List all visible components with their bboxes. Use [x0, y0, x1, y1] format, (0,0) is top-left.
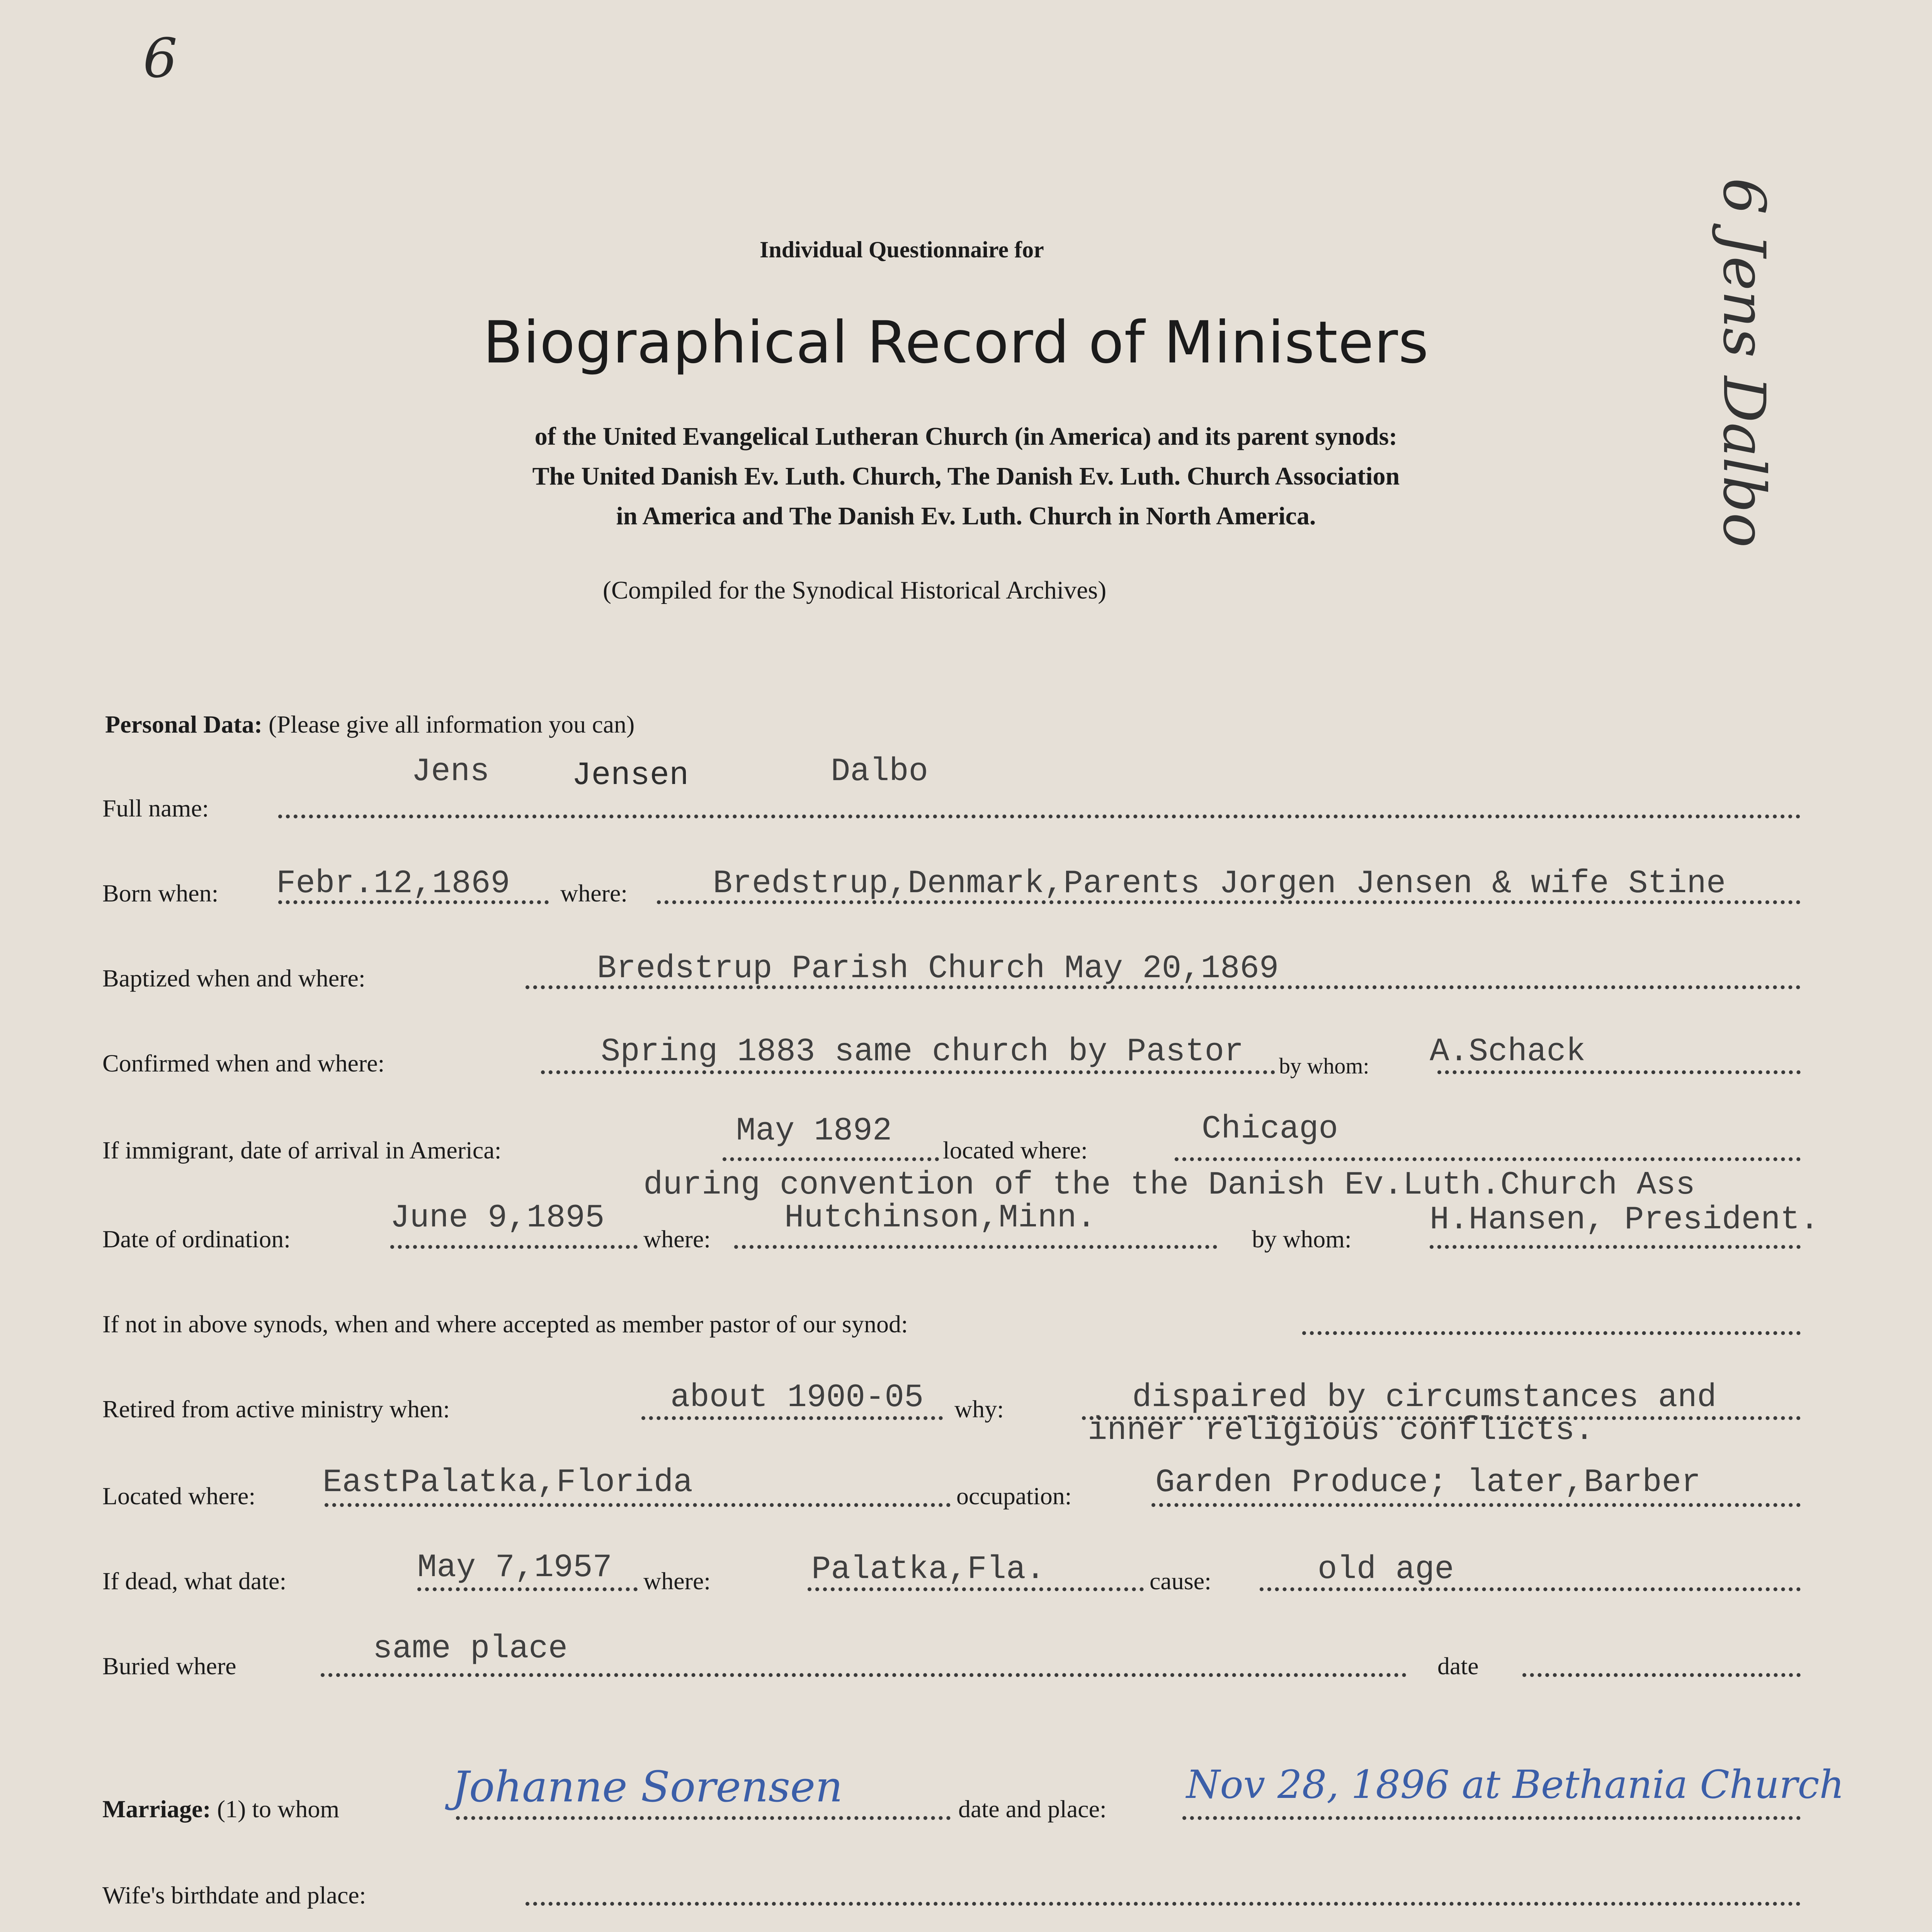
- born-where-value: Bredstrup,Denmark,Parents Jorgen Jensen & wife Stine: [713, 866, 1726, 902]
- ordination-where-line: [734, 1245, 1217, 1249]
- dead-where-line: [808, 1587, 1144, 1591]
- not-in-synods-line: [1302, 1331, 1801, 1335]
- dead-date-line: [417, 1587, 638, 1591]
- born-date-line: [278, 900, 549, 904]
- ordination-label: Date of ordination:: [102, 1225, 291, 1253]
- located-where-line: [325, 1503, 951, 1507]
- confirmed-line: [541, 1070, 1275, 1074]
- wife-name-value: Johanne Sorensen: [452, 1762, 843, 1811]
- immigrant-date-value: May 1892: [736, 1113, 892, 1150]
- dead-label: If dead, what date:: [102, 1567, 287, 1595]
- pre-title: Individual Questionnaire for: [760, 237, 1044, 262]
- first-name-value: Jens: [412, 753, 490, 790]
- occupation-label: occupation:: [956, 1482, 1072, 1510]
- born-where-label: where:: [560, 879, 628, 907]
- ordination-note-value: during convention of the the Danish Ev.Luth.Church Ass: [643, 1167, 1696, 1204]
- to-whom-label: (1) to whom: [217, 1795, 340, 1823]
- ordination-by-line: [1430, 1245, 1801, 1249]
- side-note: 6 Jens Dalbo: [1710, 178, 1777, 548]
- confirmed-label: Confirmed when and where:: [102, 1049, 385, 1077]
- baptized-line: [526, 985, 1801, 989]
- located-label: located where:: [943, 1136, 1088, 1164]
- dead-date-value: May 7,1957: [417, 1549, 612, 1586]
- wife-birth-label: Wife's birthdate and place:: [102, 1881, 366, 1909]
- last-name-value: Dalbo: [831, 753, 929, 790]
- cause-line: [1260, 1587, 1801, 1591]
- page-title: Biographical Record of Ministers: [483, 309, 1429, 376]
- dead-where-label: where:: [643, 1567, 711, 1595]
- confirmed-by-label: by whom:: [1279, 1053, 1369, 1078]
- retired-label: Retired from active ministry when:: [102, 1395, 450, 1423]
- ordination-where-label: where:: [643, 1225, 711, 1253]
- compiled-note: (Compiled for the Synodical Historical Archives): [603, 576, 1107, 604]
- dead-where-value: Palatka,Fla.: [811, 1551, 1045, 1588]
- retired-when-value: about 1900-05: [670, 1379, 924, 1416]
- page-number: 6: [143, 27, 178, 90]
- cause-label: cause:: [1150, 1567, 1211, 1595]
- buried-label: Buried where: [102, 1652, 236, 1680]
- occupation-line: [1151, 1503, 1801, 1507]
- date-place-line: [1182, 1816, 1801, 1820]
- immigrant-date-line: [723, 1157, 939, 1161]
- immigrant-where-value: Chicago: [1202, 1111, 1338, 1148]
- ordination-where-value: Hutchinson,Minn.: [784, 1200, 1096, 1236]
- confirmed-value: Spring 1883 same church by Pastor: [601, 1034, 1244, 1070]
- subtitle-line-3: in America and The Danish Ev. Luth. Church in North America.: [616, 502, 1316, 530]
- middle-name-value: Jensen: [572, 757, 689, 794]
- marriage-heading: [102, 1795, 339, 1823]
- confirmed-by-line: [1437, 1070, 1801, 1074]
- ordination-by-value: H.Hansen, President.: [1430, 1202, 1820, 1238]
- occupation-value: Garden Produce; later,Barber: [1155, 1464, 1701, 1501]
- personal-data-note: (Please give all information you can): [269, 711, 635, 738]
- retired-why-value-2: inner religious conflicts.: [1088, 1412, 1594, 1449]
- subtitle-line-2: The United Danish Ev. Luth. Church, The Danish Ev. Luth. Church Association: [532, 462, 1400, 490]
- born-date-value: Febr.12,1869: [276, 866, 510, 902]
- buried-where-value: same place: [373, 1631, 568, 1667]
- show-through-text: [100, 162, 119, 197]
- why-label: why:: [954, 1395, 1004, 1423]
- personal-data-label: Personal Data:: [105, 711, 263, 738]
- ordination-date-value: June 9,1895: [390, 1200, 605, 1236]
- buried-date-line: [1522, 1673, 1801, 1677]
- ordination-date-line: [390, 1245, 638, 1249]
- retired-when-line: [641, 1416, 943, 1420]
- marriage-date-place-value: Nov 28, 1896 at Bethania Church: [1186, 1762, 1844, 1807]
- full-name-label: Full name:: [102, 794, 209, 822]
- personal-data-heading: [105, 710, 634, 739]
- ordination-by-label: by whom:: [1252, 1225, 1352, 1253]
- baptized-label: Baptized when and where:: [102, 964, 366, 992]
- confirmed-by-value: A.Schack: [1430, 1034, 1586, 1070]
- located-where-value: EastPalatka,Florida: [323, 1464, 693, 1501]
- born-where-line: [657, 900, 1801, 904]
- subtitle-line-1: of the United Evangelical Lutheran Church (in America) and its parent synods:: [534, 422, 1398, 451]
- full-name-line: [278, 815, 1801, 818]
- baptized-value: Bredstrup Parish Church May 20,1869: [597, 951, 1279, 987]
- cause-value: old age: [1318, 1551, 1454, 1588]
- immigrant-where-line: [1175, 1157, 1801, 1161]
- to-whom-line: [456, 1816, 951, 1820]
- born-label: Born when:: [102, 879, 219, 907]
- retired-why-value-1: dispaired by circumstances and: [1132, 1379, 1717, 1416]
- date-place-label: date and place:: [958, 1795, 1107, 1823]
- not-in-synods-label: If not in above synods, when and where accepted as member pastor of our synod:: [102, 1310, 908, 1338]
- located-where-label: Located where:: [102, 1482, 256, 1510]
- marriage-label: Marriage:: [102, 1795, 211, 1823]
- buried-where-line: [321, 1673, 1406, 1677]
- retired-why-line: [1082, 1416, 1801, 1420]
- wife-birth-line: [526, 1902, 1801, 1906]
- immigrant-label: If immigrant, date of arrival in America:: [102, 1136, 502, 1164]
- buried-date-label: date: [1437, 1652, 1479, 1680]
